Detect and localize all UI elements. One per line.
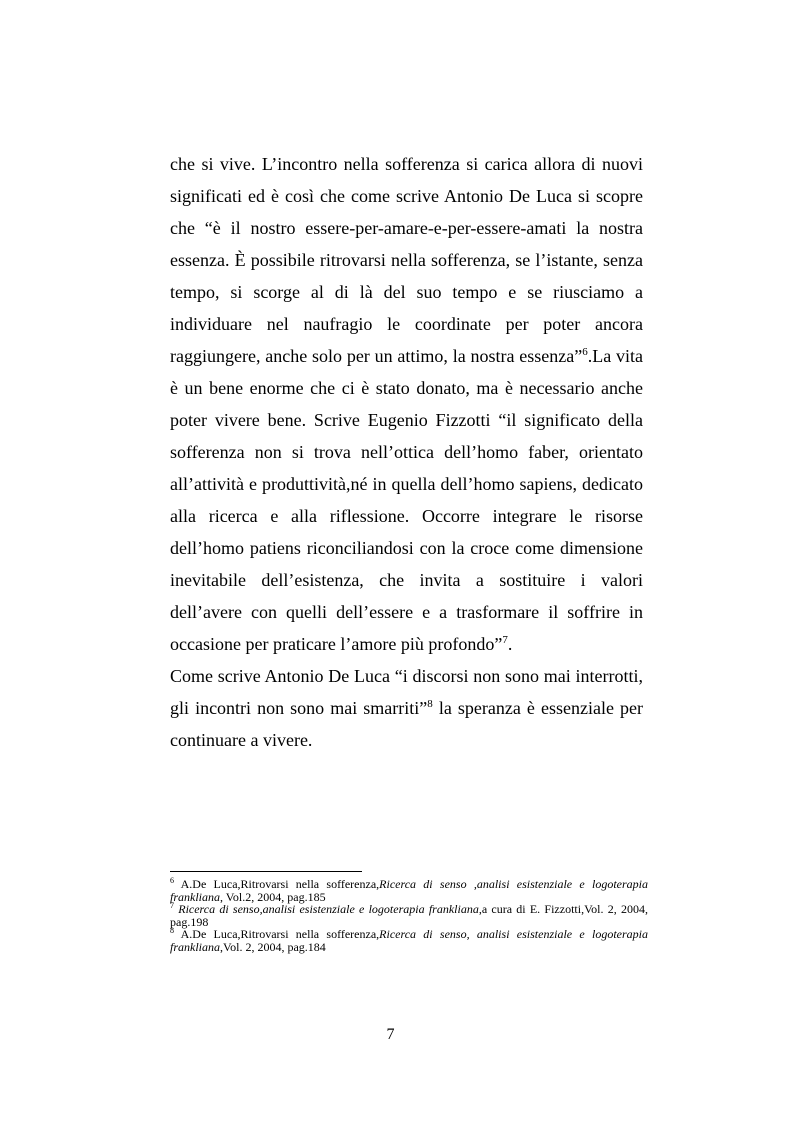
footnote-text: A.De Luca,Ritrovarsi nella sofferenza,: [174, 877, 380, 891]
footnote-title: Ricerca di senso, analisi esistenziale e logoterapia frankliana: [170, 927, 649, 954]
footnote-divider: [170, 871, 362, 872]
footnote-text: , Vol.2, 2004, pag.185: [220, 889, 326, 904]
footnote-text: ,Vol. 2, 2004, pag.184: [220, 939, 326, 954]
footnote-reference[interactable]: 8: [427, 698, 433, 710]
paragraph-text: Come scrive Antonio De Luca “i discorsi non sono mai interrotti, gli incontri non sono mai smarriti”: [170, 666, 643, 718]
footnote-number: 7: [170, 901, 174, 910]
footnote-reference[interactable]: 6: [582, 346, 588, 358]
paragraph-text: che si vive. L’incontro nella sofferenza si carica allora di nuovi significati ed è così che come scrive Antonio De Luca si scopre che “è il nostro essere-per-amare-e-per-essere-amati la nostra essenza. È possibile ritrovarsi nella sofferenza, se l’istante, senza tempo, si scorge al di là del suo tempo e se riusciamo a individuare nel naufragio le coordinate per poter ancora raggiungere, anche solo per un attimo, la nostra essenza”: [170, 154, 643, 366]
footnote-text: A.De Luca,Ritrovarsi nella sofferenza,: [174, 927, 380, 941]
paragraph-text: .: [507, 634, 513, 654]
paragraph: [170, 660, 643, 756]
footnote-reference[interactable]: 7: [502, 634, 508, 646]
paragraph-text: .La vita è un bene enorme che ci è stato donato, ma è necessario anche poter vivere bene. Scrive Eugenio Fizzotti “il significato della sofferenza non si trova nell’ottica dell’homo faber, orientato all’attività e produttività,né in quella dell’homo sapiens, dedicato alla ricerca e alla riflessione. Occorre integrare le risorse dell’homo patiens riconciliandosi con la croce come dimensione inevitabile dell’esistenza, che invita a sostituire i valori dell’avere con quelli dell’essere e a trasformare il soffrire in occasione per praticare l’amore più profondo”: [170, 346, 643, 654]
footnote-number: 6: [170, 876, 174, 885]
footnote: [170, 903, 648, 928]
footnotes: [170, 878, 648, 953]
body-text: [170, 148, 643, 756]
footnote-number: 8: [170, 926, 174, 935]
footnote-title: Ricerca di senso ,analisi esistenziale e logoterapia frankliana: [170, 877, 649, 904]
page-number: [0, 1026, 793, 1044]
footnote-text: ,a cura di E. Fizzotti,Vol. 2, 2004, pag.198: [170, 902, 648, 929]
paragraph: [170, 148, 643, 660]
footnote-title: Ricerca di senso,analisi esistenziale e logoterapia frankliana: [178, 902, 479, 916]
paragraph-text: la speranza è essenziale per continuare a vivere.: [170, 698, 643, 750]
footnote: [170, 878, 648, 903]
page-number-text: 7: [386, 1026, 395, 1043]
footnote: [170, 928, 648, 953]
